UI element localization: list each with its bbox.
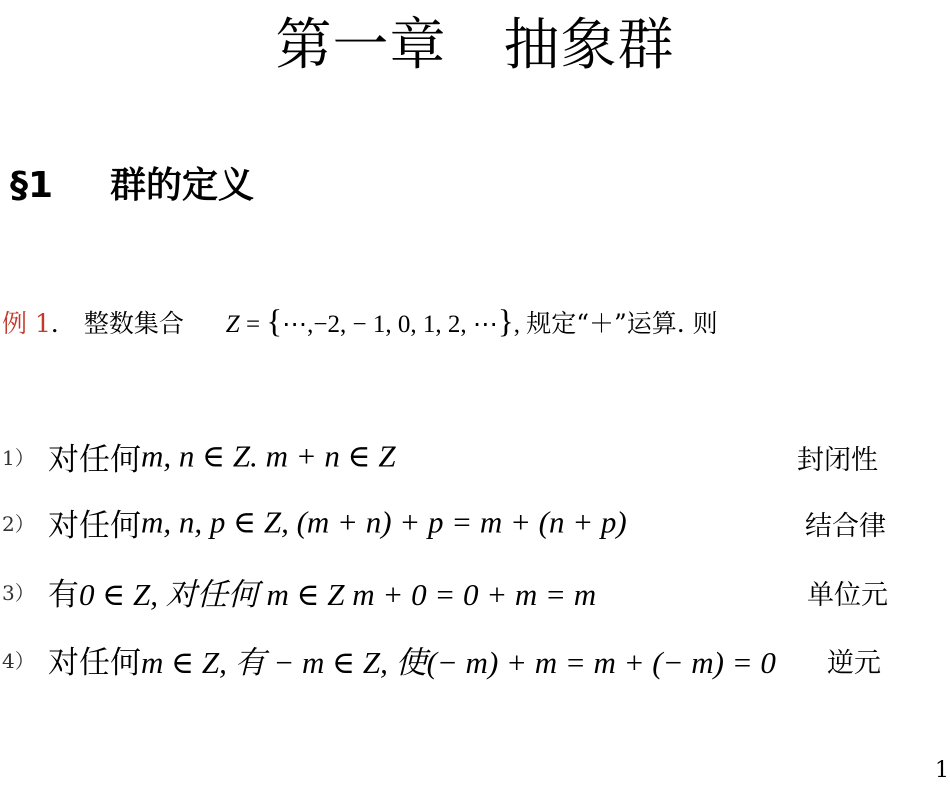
property-formula: m ∈ Z, 有 − m ∈ Z, 使(− m) + m = m + (− m) = 0	[141, 645, 776, 680]
property-marker: 1）	[2, 446, 35, 470]
property-associativity	[2, 500, 902, 546]
property-name: 单位元	[807, 580, 888, 611]
property-name: 结合律	[805, 511, 886, 542]
example-label: 例 1	[2, 309, 51, 338]
property-name: 逆元	[827, 648, 881, 679]
set-definition: Z = {⋯,−2, − 1, 0, 1, 2, ⋯},	[225, 304, 527, 340]
property-marker: 2）	[2, 512, 35, 536]
page-number: 1	[935, 758, 949, 783]
page-title: 第一章 抽象群	[275, 13, 675, 78]
section-heading	[10, 162, 254, 210]
property-prefix: 对任何	[48, 442, 141, 478]
property-marker: 3）	[2, 581, 35, 605]
property-formula: m, n ∈ Z. m + n ∈ Z	[141, 438, 396, 474]
section-title: 群的定义	[110, 165, 255, 206]
example-rule: 规定“＋”运算. 则	[526, 309, 718, 338]
property-identity	[2, 569, 902, 615]
property-marker: 4）	[2, 649, 35, 673]
property-formula: m, n, p ∈ Z, (m + n) + p = m + (n + p)	[141, 504, 627, 540]
section-number: §1	[10, 165, 54, 206]
set-members: ⋯,−2, − 1, 0, 1, 2, ⋯	[282, 311, 498, 338]
property-formula: 0 ∈ Z, 对任何 m ∈ Z m + 0 = 0 + m = m	[79, 577, 597, 612]
property-prefix: 对任何	[48, 645, 141, 681]
example-1	[2, 302, 718, 345]
right-brace: }	[497, 304, 514, 340]
property-prefix: 对任何	[48, 508, 141, 544]
set-name: Z	[225, 311, 240, 338]
property-prefix: 有	[48, 577, 79, 613]
example-intro: 整数集合	[83, 309, 184, 338]
property-name: 封闭性	[797, 445, 878, 476]
property-closure	[2, 434, 902, 480]
property-inverse	[2, 637, 902, 683]
left-brace: {	[266, 304, 283, 340]
example-separator: ．	[50, 309, 76, 338]
